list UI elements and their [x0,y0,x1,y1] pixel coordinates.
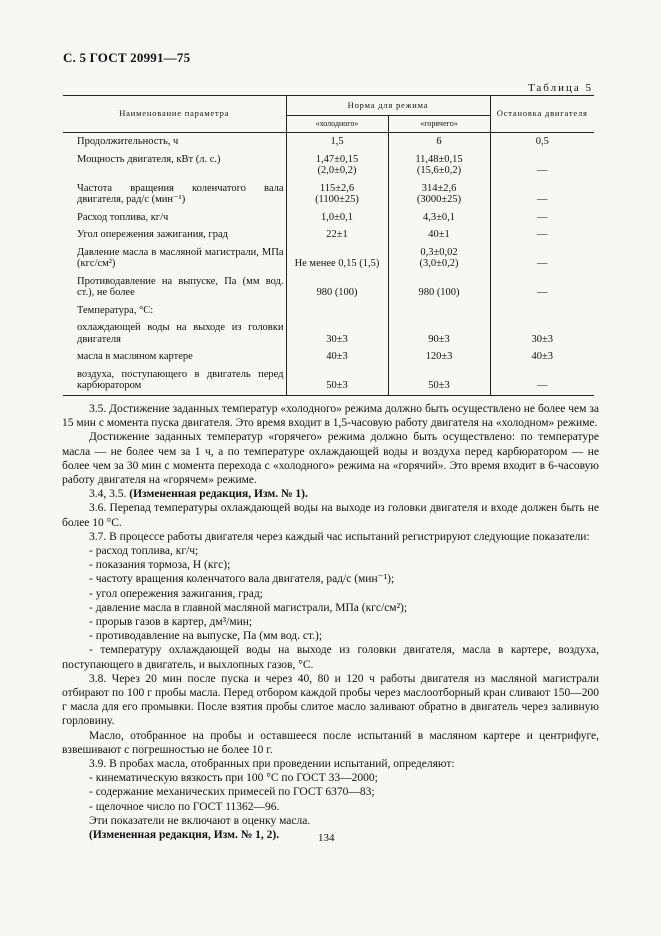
hot-value: 6 [388,133,490,151]
hot-value: 0,3±0,02 (3,0±0,2) [388,244,490,273]
stop-value: 30±3 [490,319,594,348]
cold-value: 1,5 [286,133,388,151]
table-row [63,273,594,302]
stop-value: — [490,226,594,244]
paragraph: 3.6. Перепад температуры охлаждающей воды на выходе из головки двигателя и входе должен быть не более 10 °С. [62,502,599,529]
table-row [63,348,594,366]
param-name: Мощность двигателя, кВт (л. с.) [77,153,221,165]
cold-value: 1,0±0,1 [286,209,388,227]
paragraph: 3.7. В процессе работы двигателя через каждый час испытаний регистрируют следующие показатели: [89,530,590,543]
stop-value: — [490,273,594,302]
cold-value: 115±2,6 (1100±25) [286,180,388,209]
cold-value: 40±3 [286,348,388,366]
hot-value: 90±3 [388,319,490,348]
list-item: - показания тормоза, Н (кгс); [89,559,231,572]
stop-value: — [490,209,594,227]
param-name: воздуха, поступающего в двигатель перед карбюратором [63,366,286,396]
hot-value: 50±3 [388,366,490,396]
list-item: - температуру охлаждающей воды на выходе из головки двигателя, масла в картере, воздуха, поступающего в двигатель, и выхлопных газов, °С. [62,644,599,671]
page-number: 134 [318,832,335,844]
table-row [63,226,594,244]
col-header-norm: Норма для режима [286,96,490,116]
param-name: Расход топлива, кг/ч [77,211,169,223]
table-row [63,133,594,151]
hot-value: 11,48±0,15 (15,6±0,2) [388,151,490,180]
cold-value: 980 (100) [286,273,388,302]
param-name: Продолжительность, ч [77,136,179,147]
hot-value [388,302,490,320]
table-caption: Таблица 5 [527,82,593,94]
param-name: Частота вращения коленчатого вала двигателя, рад/с (мин⁻¹) [77,182,284,205]
amendment-note: (Измененная редакция, Изм. № 1). [129,488,308,501]
col-header-param: Наименование параметра [63,96,286,133]
col-header-stop: Остановка двигателя [490,96,594,133]
amendment-note: (Измененная редакция, Изм. № 1, 2). [89,829,280,842]
table-row [63,151,594,180]
cold-value: 1,47±0,15 (2,0±0,2) [286,151,388,180]
cold-value: 30±3 [286,319,388,348]
list-item: - расход топлива, кг/ч; [89,545,199,558]
page-header: С. 5 ГОСТ 20991—75 [63,50,191,65]
list-item: - щелочное число по ГОСТ 11362—96. [89,800,280,813]
list-item: - кинематическую вязкость при 100 °С по ГОСТ 33—2000; [89,772,378,785]
table-row [63,209,594,227]
paragraph: 3.8. Через 20 мин после пуска и через 40, 80 и 120 ч работы двигателя из масляной магистрали отбирают по 100 г пробы масла. Перед отбором каждой пробы через маслоотборный кран сливают 150—200 г масла для его промывки. После взятия пробы слитое масло заливают обратно в двигатель через заливную горловину. [62,672,599,728]
stop-value: — [490,151,594,180]
param-name: Угол опережения зажигания, град [77,229,228,240]
paragraph [62,487,599,501]
table-row [63,180,594,209]
list-item: - частоту вращения коленчатого вала двигателя, рад/с (мин⁻¹); [89,573,395,586]
hot-value: 4,3±0,1 [388,209,490,227]
param-name: масла в масляном картере [77,351,193,362]
list-item: - содержание механических примесей по ГОСТ 6370—83; [89,786,375,799]
paragraph: Достижение заданных температур «горячего» режима должно быть осуществлено: по температуре масла — не более чем за 1 ч, а по температуре охлаждающей воды и воздуха перед карбюратором — не более чем за 30 мин с момента перехода с «холодного» режима на «горячий». Это время входит в 6-часовую работу двигателя на «горячем» режиме. [62,431,599,487]
paragraph: 3.5. Достижение заданных температур «холодного» режима должно быть осуществлено не более чем за 15 мин с момента пуска двигателя. Это время входит в 1,5-часовую работу двигателя на «холодном» режиме. [62,403,599,430]
list-item: - противодавление на выпуске, Па (мм вод. ст.); [89,630,323,643]
cold-value: 22±1 [286,226,388,244]
table-row [63,244,594,273]
hot-value: 40±1 [388,226,490,244]
paragraph-ref: 3.4, 3.5. [89,488,130,501]
list-item: - давление масла в главной масляной магистрали, МПа (кгс/см²); [89,601,408,614]
list-item: - прорыв газов в картер, дм³/мин; [89,616,253,629]
col-header-hot: «горячего» [388,116,490,133]
cold-value [286,302,388,320]
param-name: охлаждающей воды на выходе из головки двигателя [77,322,284,345]
hot-value: 120±3 [388,348,490,366]
param-name: Противодавление на выпуске, Па (мм вод. ст.), не более [77,275,284,298]
table-row [63,302,594,320]
stop-value: — [490,180,594,209]
cold-value: 50±3 [286,366,388,396]
paragraph: 3.9. В пробах масла, отобранных при проведении испытаний, определяют: [89,758,455,771]
param-name: Температура, °С: [77,304,154,316]
param-name: Давление масла в масляной магистрали, МПа (кгс/см²) [77,246,284,269]
paragraph: Эти показатели не включают в оценку масла. [89,814,311,827]
stop-value: 0,5 [490,133,594,151]
stop-value: — [490,366,594,396]
body-text [62,402,599,842]
stop-value: 40±3 [490,348,594,366]
table-row [63,319,594,348]
table-row [63,366,594,396]
parameters-table [63,95,594,396]
hot-value: 314±2,6 (3000±25) [388,180,490,209]
stop-value: — [490,244,594,273]
cold-value: Не менее 0,15 (1,5) [286,244,388,273]
hot-value: 980 (100) [388,273,490,302]
paragraph: Масло, отобранное на пробы и оставшееся после испытаний в масляном картере и центрифуге, взвешивают с погрешностью не более 10 г. [62,729,599,756]
list-item: - угол опережения зажигания, град; [89,587,263,600]
stop-value [490,302,594,320]
col-header-cold: «холодного» [286,116,388,133]
